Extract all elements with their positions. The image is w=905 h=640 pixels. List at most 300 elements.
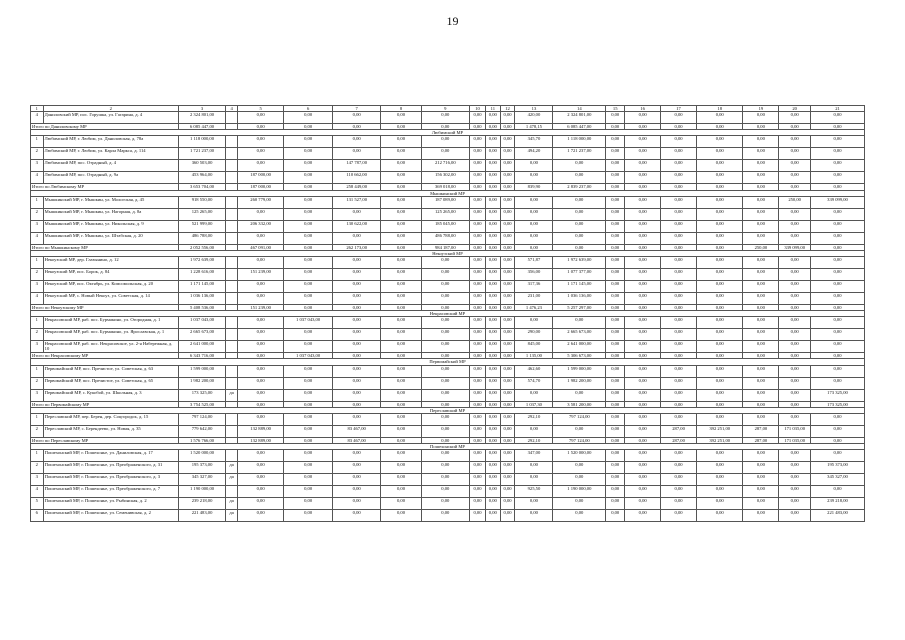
total-value-cell: 1 037 043,00 (284, 353, 333, 359)
value-cell: 292,10 (515, 413, 553, 425)
value-cell: 0,00 (697, 317, 743, 329)
value-cell: 0,00 (381, 413, 421, 425)
value-cell: 0,00 (500, 425, 515, 437)
value-cell: 130 622,00 (332, 220, 381, 232)
total-value-cell: 467 091,00 (237, 244, 283, 250)
value-cell: 250,00 (779, 196, 811, 208)
value-cell: 0,00 (810, 292, 864, 304)
value-cell: 0,00 (606, 341, 625, 353)
value-cell: 260 779,00 (237, 196, 283, 208)
address-cell: Мышкинский МР, г. Мышкин, ул. Мологская, д. 45 (43, 196, 178, 208)
value-cell: 0,00 (625, 462, 661, 474)
table-row (31, 160, 865, 172)
value-cell (226, 317, 238, 329)
address-cell: Переславский МР, с. Берендеево, ул. Новая, д. 35 (43, 425, 178, 437)
value-cell: 0,00 (697, 220, 743, 232)
value-cell: 347,00 (515, 450, 553, 462)
value-cell: 0,00 (661, 292, 697, 304)
value-cell: 0,00 (697, 172, 743, 184)
value-cell: 0,00 (606, 450, 625, 462)
total-value-cell: 6 343 716,00 (178, 353, 226, 359)
value-cell: 0,00 (284, 136, 333, 148)
value-cell: 0,00 (485, 256, 500, 268)
value-cell: 0,00 (743, 474, 779, 486)
value-cell: 2 665 673,00 (553, 329, 606, 341)
value-cell: да (226, 462, 238, 474)
column-number-cell: 3 (178, 106, 226, 112)
value-cell: 195 373,00 (178, 462, 226, 474)
total-value-cell: 1 576 766,00 (178, 437, 226, 443)
column-number-cell: 11 (485, 106, 500, 112)
row-number-cell: 3 (31, 474, 44, 486)
value-cell: 0,00 (500, 377, 515, 389)
value-cell: 0,00 (606, 268, 625, 280)
value-cell: 0,00 (515, 160, 553, 172)
value-cell: 571,87 (515, 256, 553, 268)
value-cell: 0,00 (743, 389, 779, 401)
value-cell: 0,00 (381, 498, 421, 510)
value-cell: 173 325,00 (178, 389, 226, 401)
value-cell: 0,00 (779, 510, 811, 522)
row-number-cell: 3 (31, 220, 44, 232)
value-cell: 0,00 (661, 317, 697, 329)
total-value-cell: 0,00 (697, 401, 743, 407)
total-value-cell: 1 037,30 (515, 401, 553, 407)
value-cell: 0,00 (381, 317, 421, 329)
total-value-cell: 0,00 (625, 437, 661, 443)
total-value-cell: 0,00 (810, 184, 864, 190)
value-cell: 0,00 (779, 172, 811, 184)
address-cell: Первомайский МР, с. Кукобой, ул. Школьная, д. 3 (43, 389, 178, 401)
value-cell: 0,00 (697, 256, 743, 268)
value-cell: 0,00 (743, 413, 779, 425)
total-value-cell: 0,00 (810, 353, 864, 359)
value-cell: 0,00 (381, 474, 421, 486)
value-cell: 0,00 (421, 292, 470, 304)
total-value-cell: 0,00 (485, 304, 500, 310)
value-cell: 0,00 (553, 172, 606, 184)
total-value-cell: 0,00 (381, 124, 421, 130)
value-cell: 0,00 (284, 389, 333, 401)
total-value-cell: 0,00 (606, 437, 625, 443)
value-cell: 0,00 (237, 341, 283, 353)
column-number-cell: 21 (810, 106, 864, 112)
value-cell: 0,00 (284, 462, 333, 474)
address-cell: Мышкинский МР, г. Мышкин, ул. Нагорная, д. 8а (43, 208, 178, 220)
value-cell (226, 365, 238, 377)
value-cell (226, 329, 238, 341)
value-cell: 0,00 (661, 462, 697, 474)
value-cell (226, 208, 238, 220)
value-cell: 0,00 (421, 280, 470, 292)
value-cell: 0,00 (661, 172, 697, 184)
value-cell: 0,00 (485, 136, 500, 148)
value-cell: 0,00 (779, 292, 811, 304)
total-value-cell: 5 257 297,00 (553, 304, 606, 310)
table-row (31, 172, 865, 184)
value-cell (226, 280, 238, 292)
value-cell: 0,00 (661, 268, 697, 280)
value-cell: 0,00 (697, 148, 743, 160)
total-value-cell: 0,00 (697, 353, 743, 359)
value-cell: 2 641 000,00 (178, 341, 226, 353)
value-cell: 0,00 (284, 196, 333, 208)
row-number-cell: 2 (31, 208, 44, 220)
value-cell: 0,00 (381, 160, 421, 172)
value-cell: 0,00 (625, 413, 661, 425)
row-number-cell: 1 (31, 317, 44, 329)
value-cell: 0,00 (661, 148, 697, 160)
value-cell: 0,00 (810, 329, 864, 341)
value-cell: 0,00 (625, 486, 661, 498)
total-value-cell: 3 653 704,00 (178, 184, 226, 190)
value-cell: 0,00 (743, 377, 779, 389)
value-cell: 0,00 (606, 498, 625, 510)
value-cell: 0,00 (381, 365, 421, 377)
value-cell: 0,00 (284, 413, 333, 425)
total-value-cell: 0,00 (470, 184, 486, 190)
value-cell: 1 972 639,00 (553, 256, 606, 268)
value-cell: 0,00 (625, 474, 661, 486)
total-value-cell: 0,00 (332, 304, 381, 310)
value-cell: 0,00 (470, 160, 486, 172)
value-cell: 0,00 (500, 329, 515, 341)
value-cell: 0,00 (661, 450, 697, 462)
value-cell: 0,00 (332, 498, 381, 510)
value-cell: 797 124,00 (178, 413, 226, 425)
value-cell: 0,00 (743, 462, 779, 474)
total-value-cell: 0,00 (470, 353, 486, 359)
value-cell: 0,00 (470, 413, 486, 425)
column-number-cell: 5 (237, 106, 283, 112)
value-cell: 0,00 (500, 413, 515, 425)
total-value-cell: 3 581 200,00 (553, 401, 606, 407)
value-cell: 0,00 (697, 112, 743, 124)
value-cell: 0,00 (779, 317, 811, 329)
value-cell: 2 665 673,00 (178, 329, 226, 341)
value-cell: 0,00 (485, 462, 500, 474)
value-cell: 0,00 (284, 292, 333, 304)
value-cell: 0,00 (515, 220, 553, 232)
value-cell: 132 889,00 (237, 425, 283, 437)
value-cell: 0,00 (661, 112, 697, 124)
value-cell: 0,00 (779, 413, 811, 425)
value-cell: 0,00 (237, 329, 283, 341)
total-value-cell: 0,00 (485, 124, 500, 130)
value-cell: 0,00 (606, 160, 625, 172)
table-row (31, 268, 865, 280)
table-row (31, 232, 865, 244)
column-number-cell: 6 (284, 106, 333, 112)
value-cell: 0,00 (485, 377, 500, 389)
row-number-cell: 4 (31, 232, 44, 244)
value-cell: 0,00 (485, 292, 500, 304)
value-cell: 0,00 (485, 112, 500, 124)
value-cell: 0,00 (743, 148, 779, 160)
value-cell: 0,00 (237, 389, 283, 401)
value-cell: 574,70 (515, 377, 553, 389)
total-value-cell: 5 408 536,00 (178, 304, 226, 310)
district-section-title: Переславский МР (31, 407, 865, 413)
table-row (31, 329, 865, 341)
value-cell: 0,00 (743, 220, 779, 232)
value-cell: 287,00 (661, 425, 697, 437)
value-cell: 0,00 (697, 136, 743, 148)
total-value-cell: 1 135,00 (515, 353, 553, 359)
table-row (31, 365, 865, 377)
total-value-cell: 0,00 (500, 304, 515, 310)
total-value-cell: 0,00 (284, 304, 333, 310)
value-cell: 0,00 (500, 160, 515, 172)
value-cell: 0,00 (515, 317, 553, 329)
address-cell: Переславский МР, пер. Берен, дер. Соцгородок, д. 15 (43, 413, 178, 425)
total-value-cell: 0,00 (625, 244, 661, 250)
value-cell (226, 341, 238, 353)
value-cell: 0,00 (810, 220, 864, 232)
value-cell: 0,00 (661, 389, 697, 401)
value-cell: 0,00 (485, 160, 500, 172)
value-cell: 0,00 (625, 268, 661, 280)
value-cell (226, 160, 238, 172)
table-row (31, 208, 865, 220)
value-cell: 0,00 (237, 256, 283, 268)
value-cell: 0,00 (421, 317, 470, 329)
value-cell: 0,00 (237, 292, 283, 304)
total-value-cell: 0,00 (284, 401, 333, 407)
value-cell: 0,00 (421, 365, 470, 377)
value-cell: 0,00 (500, 450, 515, 462)
value-cell: 0,00 (500, 232, 515, 244)
value-cell: 0,00 (500, 292, 515, 304)
value-cell: 0,00 (332, 341, 381, 353)
value-cell: 0,00 (743, 256, 779, 268)
value-cell: 521 999,00 (178, 220, 226, 232)
total-value-cell: 0,00 (470, 124, 486, 130)
total-value-cell: 0,00 (485, 437, 500, 443)
total-value-cell: 262 173,00 (332, 244, 381, 250)
value-cell: 0,00 (515, 172, 553, 184)
value-cell: 0,00 (470, 172, 486, 184)
value-cell (226, 136, 238, 148)
column-number-cell: 9 (421, 106, 470, 112)
repair-program-table (30, 105, 865, 522)
row-number-cell: 2 (31, 425, 44, 437)
value-cell: 0,00 (381, 292, 421, 304)
value-cell: 797 124,00 (553, 413, 606, 425)
value-cell: 0,00 (470, 329, 486, 341)
table-row (31, 389, 865, 401)
value-cell: 1 037 043,00 (284, 317, 333, 329)
value-cell (226, 172, 238, 184)
value-cell: 0,00 (284, 486, 333, 498)
value-cell: 125 265,00 (178, 208, 226, 220)
value-cell (226, 112, 238, 124)
value-cell: 0,00 (470, 377, 486, 389)
column-number-cell: 13 (515, 106, 553, 112)
row-number-cell: 1 (31, 196, 44, 208)
value-cell: 0,00 (779, 450, 811, 462)
total-value-cell: 0,00 (810, 244, 864, 250)
value-cell: 0,00 (606, 462, 625, 474)
value-cell: 0,00 (237, 413, 283, 425)
value-cell: 0,00 (606, 112, 625, 124)
address-cell: Некрасовский МР, раб. пос. Бурмакино, ул. Огородная, д. 1 (43, 317, 178, 329)
total-value-cell: 984 187,00 (421, 244, 470, 250)
value-cell: 360 503,00 (178, 160, 226, 172)
value-cell: да (226, 474, 238, 486)
value-cell: 0,00 (606, 196, 625, 208)
value-cell: 0,00 (661, 365, 697, 377)
value-cell: 0,00 (421, 148, 470, 160)
total-value-cell: 258 449,00 (332, 184, 381, 190)
value-cell: 0,00 (697, 389, 743, 401)
total-value-cell: 0,00 (697, 244, 743, 250)
value-cell: 0,00 (625, 256, 661, 268)
value-cell: 0,00 (421, 389, 470, 401)
value-cell: 0,00 (625, 232, 661, 244)
total-value-cell: 0,00 (661, 184, 697, 190)
address-cell: Пошехонский МР, г. Пошехонье, ул. Семенивская, д. 2 (43, 510, 178, 522)
value-cell: 0,00 (500, 208, 515, 220)
value-cell: 0,00 (381, 208, 421, 220)
total-value-cell: 0,00 (779, 184, 811, 190)
total-value-cell: 0,00 (661, 244, 697, 250)
total-value-cell: 0,00 (743, 401, 779, 407)
value-cell: 0,00 (625, 196, 661, 208)
total-value-cell: 83 467,00 (332, 437, 381, 443)
district-section-title: Некоузский МР (31, 250, 865, 256)
value-cell: 0,00 (237, 474, 283, 486)
column-number-cell: 20 (779, 106, 811, 112)
value-cell: 0,00 (332, 317, 381, 329)
value-cell: 0,00 (606, 317, 625, 329)
table-row (31, 474, 865, 486)
value-cell: 0,00 (810, 256, 864, 268)
value-cell: 0,00 (625, 160, 661, 172)
total-value-cell: 839,90 (515, 184, 553, 190)
value-cell: 0,00 (381, 462, 421, 474)
value-cell: 0,00 (332, 280, 381, 292)
value-cell: 0,00 (779, 389, 811, 401)
value-cell: 0,00 (500, 112, 515, 124)
value-cell: 0,00 (779, 474, 811, 486)
total-value-cell: 0,00 (485, 244, 500, 250)
value-cell: 0,00 (606, 292, 625, 304)
value-cell: 0,00 (332, 232, 381, 244)
total-value-cell: 0,00 (470, 244, 486, 250)
total-value-cell: 0,00 (697, 184, 743, 190)
value-cell: 156 302,00 (421, 172, 470, 184)
value-cell: 845,00 (515, 341, 553, 353)
table-row (31, 280, 865, 292)
value-cell: 0,00 (470, 148, 486, 160)
value-cell: 0,00 (625, 329, 661, 341)
total-value-cell: 0,00 (606, 184, 625, 190)
total-value-cell: 0,00 (500, 437, 515, 443)
value-cell: 0,00 (625, 498, 661, 510)
total-value-cell: 287,00 (743, 437, 779, 443)
value-cell: 0,00 (553, 389, 606, 401)
value-cell: 185 045,00 (421, 220, 470, 232)
total-value-cell: 0,00 (625, 304, 661, 310)
district-section-title: Пошехонский МР (31, 443, 865, 449)
value-cell: 0,00 (332, 268, 381, 280)
value-cell: 0,00 (500, 256, 515, 268)
value-cell: 0,00 (553, 196, 606, 208)
address-cell: Пошехонский МР, г. Пошехонье, ул. Преображенского, д. 3 (43, 474, 178, 486)
value-cell: 0,00 (810, 148, 864, 160)
value-cell: 0,00 (779, 220, 811, 232)
value-cell: 0,00 (625, 510, 661, 522)
value-cell: 0,00 (421, 377, 470, 389)
value-cell: 0,00 (470, 220, 486, 232)
value-cell: 0,00 (485, 450, 500, 462)
value-cell: 0,00 (661, 329, 697, 341)
value-cell: 0,00 (606, 136, 625, 148)
value-cell: 0,00 (381, 172, 421, 184)
value-cell: 0,00 (661, 413, 697, 425)
value-cell: 0,00 (470, 389, 486, 401)
address-cell: Некоузский МР, дер. Глазынино, д. 12 (43, 256, 178, 268)
value-cell: 0,00 (810, 486, 864, 498)
value-cell: 0,00 (553, 510, 606, 522)
value-cell: 0,00 (284, 341, 333, 353)
value-cell: 462,60 (515, 365, 553, 377)
value-cell: 0,00 (284, 510, 333, 522)
total-value-cell: 0,00 (381, 184, 421, 190)
total-value-cell: 0,00 (661, 353, 697, 359)
value-cell: 0,00 (381, 256, 421, 268)
value-cell: 1 721 237,00 (553, 148, 606, 160)
value-cell: 0,00 (500, 389, 515, 401)
total-label-cell: Итого по Любимскому МР (31, 184, 179, 190)
value-cell: 0,00 (485, 425, 500, 437)
value-cell: 0,00 (284, 365, 333, 377)
value-cell: 231,00 (515, 292, 553, 304)
column-number-cell: 4 (226, 106, 238, 112)
table-row (31, 292, 865, 304)
value-cell: 0,00 (470, 232, 486, 244)
value-cell: 0,00 (515, 425, 553, 437)
value-cell: 0,00 (661, 510, 697, 522)
value-cell: 2 324 801,00 (553, 112, 606, 124)
value-cell: 345,70 (515, 136, 553, 148)
total-value-cell: 0,00 (500, 184, 515, 190)
value-cell: 0,00 (485, 341, 500, 353)
value-cell: 0,00 (810, 268, 864, 280)
row-number-cell: 3 (31, 341, 44, 353)
value-cell: 0,00 (237, 112, 283, 124)
value-cell: 0,00 (697, 196, 743, 208)
address-cell: Любимский МР, пос. Отрадный, д. 4 (43, 160, 178, 172)
total-value-cell: 0,00 (332, 401, 381, 407)
total-value-cell: 0,00 (332, 124, 381, 130)
row-number-cell: 4 (31, 292, 44, 304)
value-cell: 0,00 (625, 377, 661, 389)
value-cell: 0,00 (237, 160, 283, 172)
value-cell: 0,00 (779, 377, 811, 389)
value-cell: 0,00 (779, 486, 811, 498)
value-cell: 0,00 (515, 196, 553, 208)
total-value-cell: 2 839 237,00 (553, 184, 606, 190)
value-cell: 0,00 (237, 377, 283, 389)
value-cell: 0,00 (553, 474, 606, 486)
value-cell: 0,00 (485, 474, 500, 486)
value-cell: 0,00 (697, 232, 743, 244)
value-cell: 0,00 (237, 148, 283, 160)
value-cell: 0,00 (470, 317, 486, 329)
value-cell: 1 982 200,00 (178, 377, 226, 389)
